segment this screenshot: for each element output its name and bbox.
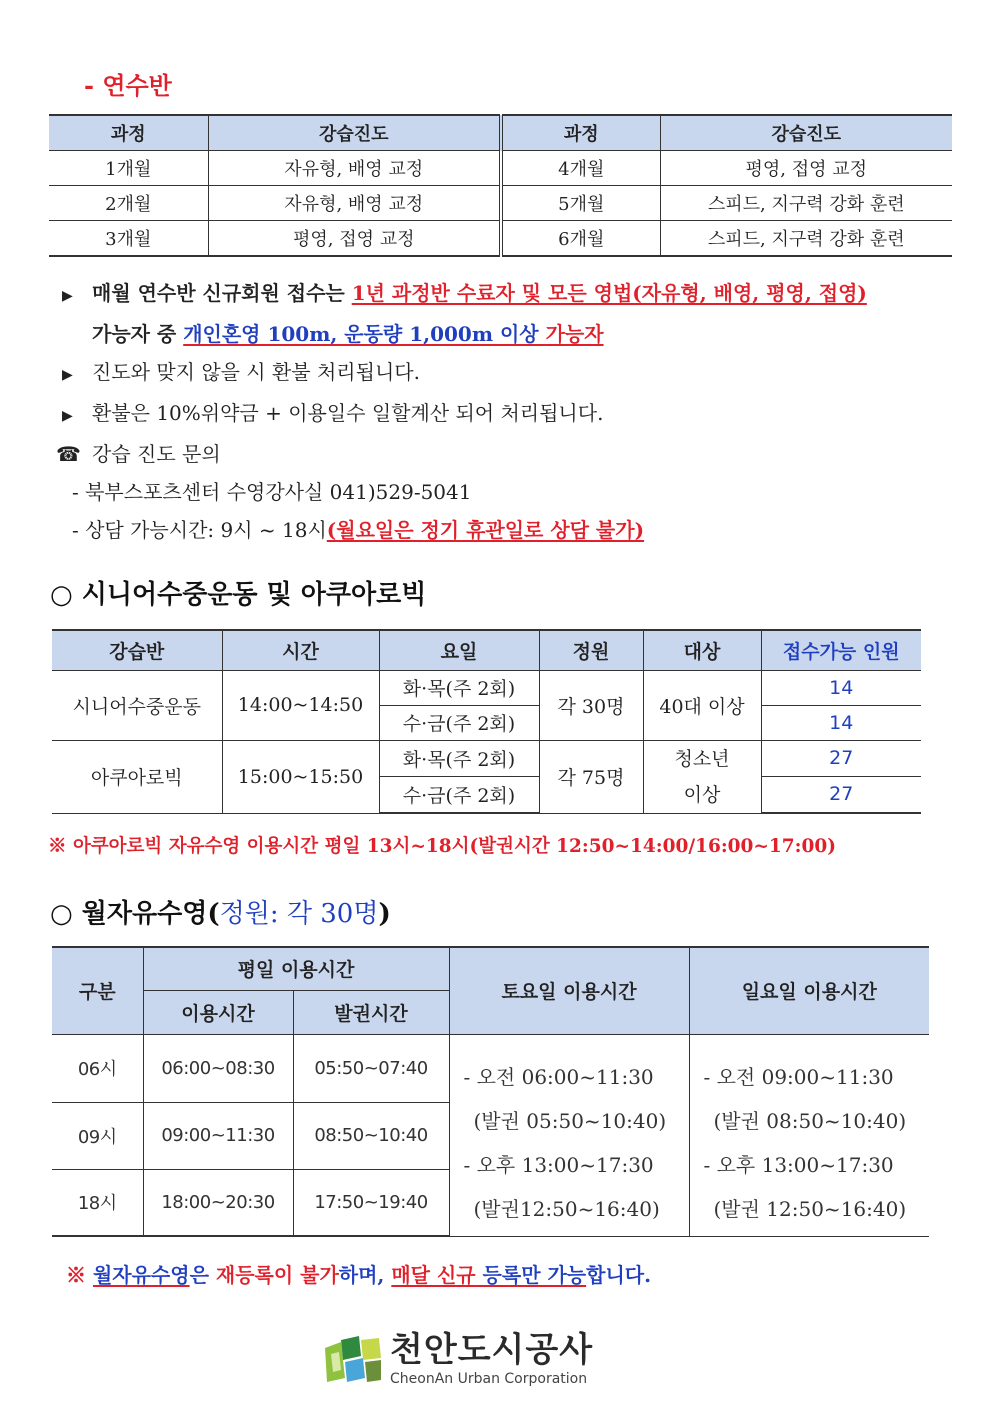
class-days: 수·금(주 2회) — [379, 776, 539, 813]
table-cell: 자유형, 배영 교정 — [208, 186, 501, 221]
note-registration: ▶ 매월 연수반 신규회원 접수는 1년 과정반 수료자 및 모든 영법(자유형, 배영, 평영, 접영) — [62, 274, 962, 315]
class-capacity: 각 30명 — [539, 670, 643, 740]
table-row — [49, 151, 952, 186]
bullet-triangle-icon: ▶ — [62, 367, 73, 383]
col-header-division: 구분 — [52, 947, 143, 1034]
table-cell: 6개월 — [501, 221, 660, 257]
note-inquiry: ☎ 강습 진도 문의 — [56, 435, 962, 473]
slot-label: 18시 — [52, 1169, 143, 1236]
table-row — [52, 1034, 929, 1102]
sunday-hours: - 오전 09:00~11:30 (발권 08:50~10:40) - 오후 13:00~17:30 (발권 12:50~16:40) — [689, 1034, 929, 1236]
table-cell: 평영, 접영 교정 — [745, 159, 867, 180]
senior-aqua-table — [52, 629, 921, 814]
col-header-capacity: 정원 — [539, 630, 643, 670]
class-days: 화·목(주 2회) — [379, 740, 539, 776]
ticket-time: 08:50~10:40 — [293, 1102, 449, 1169]
table-row — [52, 670, 921, 705]
company-logo — [390, 1330, 593, 1388]
table-cell: 4개월 — [501, 151, 660, 186]
table-row — [49, 186, 952, 221]
note-refund-penalty: ▶ 환불은 10%위약금 + 이용일수 일할계산 되어 처리됩니다. — [62, 394, 962, 435]
use-time: 18:00~20:30 — [143, 1169, 293, 1236]
slot-label: 06시 — [52, 1034, 143, 1102]
col-header-saturday: 토요일 이용시간 — [449, 947, 689, 1034]
company-logo-icon — [321, 1334, 383, 1386]
col-header-target: 대상 — [643, 630, 761, 670]
col-header-ticket-time: 발권시간 — [293, 990, 449, 1034]
class-target: 40대 이상 — [643, 670, 761, 740]
bullet-triangle-icon: ▶ — [62, 408, 73, 424]
available-count: 27 — [761, 740, 921, 776]
col-header-use-time: 이용시간 — [143, 990, 293, 1034]
col-header-time: 시간 — [222, 630, 379, 670]
table-cell: 5개월 — [501, 186, 660, 221]
class-time: 15:00~15:50 — [222, 740, 379, 813]
class-days: 화·목(주 2회) — [379, 670, 539, 705]
class-capacity: 각 75명 — [539, 740, 643, 813]
available-count: 14 — [761, 670, 921, 705]
ticket-time: 17:50~19:40 — [293, 1169, 449, 1236]
col-header-course: 과정 — [49, 115, 208, 151]
note-refund: ▶ 진도와 맞지 않을 시 환불 처리됩니다. — [62, 353, 962, 394]
section1-heading: - 연수반 — [84, 71, 172, 100]
col-header-sunday: 일요일 이용시간 — [689, 947, 929, 1034]
col-header-weekday: 평일 이용시간 — [143, 947, 449, 990]
table-cell: 평영, 접영 교정 — [208, 221, 501, 257]
monthly-swim-footnote: ※ 월자유수영은 재등록이 불가하며, 매달 신규 등록만 가능합니다. — [66, 1263, 652, 1287]
company-name-en: CheonAn Urban Corporation — [390, 1371, 588, 1387]
col-header-available: 접수가능 인원 — [761, 630, 921, 670]
note-consult-hours: - 상담 가능시간: 9시 ~ 18시(월요일은 정기 휴관일로 상담 불가) — [72, 518, 645, 542]
col-header-class: 강습반 — [52, 630, 222, 670]
col-header-progress: 강습진도 — [660, 115, 952, 151]
table-cell: 2개월 — [49, 186, 208, 221]
training-schedule-table — [49, 114, 952, 257]
note-registration-line2: 가능자 중 개인혼영 100m, 운동량 1,000m 이상 가능자 — [92, 322, 604, 346]
aquarobic-note: ※ 아쿠아로빅 자유수영 이용시간 평일 13시~18시(발권시간 12:50~14:00/16:00~17:00) — [48, 836, 836, 857]
table-row — [52, 740, 921, 776]
ticket-time: 05:50~07:40 — [293, 1034, 449, 1102]
table-row — [49, 221, 952, 257]
note-contact: - 북부스포츠센터 수영강사실 041)529-5041 — [72, 480, 472, 504]
available-count: 14 — [761, 705, 921, 740]
table-cell: 스피드, 지구력 강화 훈련 — [707, 194, 905, 215]
col-header-days: 요일 — [379, 630, 539, 670]
table-cell: 스피드, 지구력 강화 훈련 — [707, 229, 905, 250]
class-target: 청소년 이상 — [643, 740, 761, 813]
class-name: 아쿠아로빅 — [52, 740, 222, 813]
table-cell: 1개월 — [49, 151, 208, 186]
available-count: 27 — [761, 776, 921, 813]
section1-notes — [56, 274, 962, 549]
use-time: 09:00~11:30 — [143, 1102, 293, 1169]
col-header-course: 과정 — [501, 115, 660, 151]
phone-icon: ☎ — [56, 442, 81, 466]
bullet-triangle-icon: ▶ — [62, 288, 73, 304]
class-time: 14:00~14:50 — [222, 670, 379, 740]
col-header-progress: 강습진도 — [208, 115, 501, 151]
table-cell: 자유형, 배영 교정 — [208, 151, 501, 186]
section3-title: ○ 월자유수영(정원: 각 30명) — [50, 899, 391, 929]
section2-title: ○ 시니어수중운동 및 아쿠아로빅 — [50, 580, 427, 610]
use-time: 06:00~08:30 — [143, 1034, 293, 1102]
table-cell: 3개월 — [49, 221, 208, 257]
class-name: 시니어수중운동 — [52, 670, 222, 740]
monthly-swim-table — [52, 946, 929, 1237]
saturday-hours: - 오전 06:00~11:30 (발권 05:50~10:40) - 오후 13:00~17:30 (발권12:50~16:40) — [449, 1034, 689, 1236]
class-days: 수·금(주 2회) — [379, 705, 539, 740]
slot-label: 09시 — [52, 1102, 143, 1169]
company-name-ko: 천안도시공사 — [390, 1330, 594, 1370]
